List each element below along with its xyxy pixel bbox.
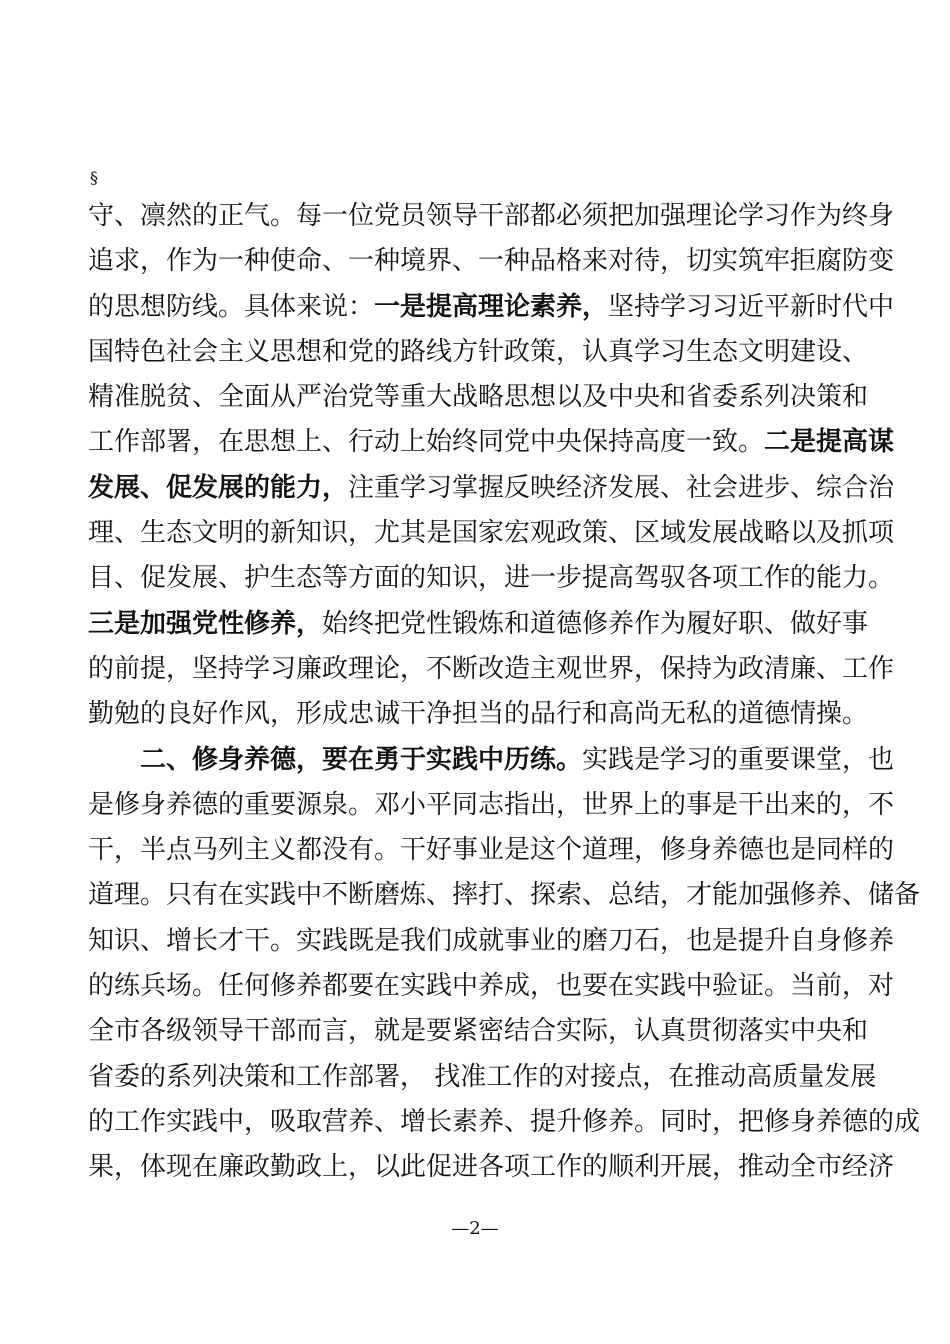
text-line [88, 1055, 877, 1100]
text-line [88, 511, 895, 556]
text-run: 实践是学习的重要课堂，也 [582, 744, 895, 775]
text-line [88, 285, 895, 330]
body-text [88, 194, 921, 1191]
text-line [88, 375, 869, 420]
text-run: 的思想防线。具体来说： [88, 291, 375, 322]
text-line [88, 828, 895, 873]
text-run: 注重学习掌握反映经济发展、社会进步、综合治 [348, 472, 895, 503]
section-mark: § [90, 168, 98, 187]
text-line [88, 330, 869, 375]
text-run: 的练兵场。任何修养都要在实践中养成，也要在实践中验证。当前，对 [88, 971, 895, 1002]
bold-text-run: 发展、促发展的能力， [88, 472, 349, 503]
text-line [88, 738, 895, 783]
text-run: 始终把党性锻炼和道德修养作为履好职、做好事 [322, 608, 869, 639]
text-line [88, 466, 895, 511]
text-line [88, 1145, 895, 1190]
text-run: 的工作实践中，吸取营养、增长素养、提升修养。同时，把修身养德的成 [88, 1106, 921, 1137]
text-run: 的前提，坚持学习廉政理论，不断改造主观世界，保持为政清廉、工作 [88, 653, 895, 684]
text-line [88, 420, 895, 465]
text-line [88, 692, 869, 737]
text-line [88, 239, 895, 284]
text-run: 精准脱贫、全面从严治党等重大战略思想以及中央和省委系列决策和 [88, 382, 869, 413]
text-run: 理、生态文明的新知识，尤其是国家宏观政策、区域发展战略以及抓项 [88, 518, 895, 549]
text-line [88, 556, 895, 601]
text-run: 勤勉的良好作风，形成忠诚干净担当的品行和高尚无私的道德情操。 [88, 699, 869, 730]
text-line [88, 647, 895, 692]
text-run: 知识、增长才干。实践既是我们成就事业的磨刀石，也是提升自身修养 [88, 925, 895, 956]
text-line [88, 194, 895, 239]
text-run: 工作部署，在思想上、行动上始终同党中央保持高度一致。 [88, 427, 765, 458]
text-line [88, 1009, 869, 1054]
text-run: 是修身养德的重要源泉。邓小平同志指出，世界上的事是干出来的，不 [88, 789, 895, 820]
bold-text-run: 三是加强党性修养， [88, 608, 323, 639]
text-line [88, 783, 895, 828]
text-run: 干，半点马列主义都没有。干好事业是这个道理，修身养德也是同样的 [88, 835, 895, 866]
text-line [88, 964, 895, 1009]
text-run: 果，体现在廉政勤政上，以此促进各项工作的顺利开展，推动全市经济 [88, 1152, 895, 1183]
page-number: —2— [451, 1218, 499, 1239]
bold-text-run: 一是提高理论素养， [374, 291, 609, 322]
text-run: 坚持学习习近平新时代中 [608, 291, 895, 322]
text-run: 省委的系列决策和工作部署， 找准工作的对接点，在推动高质量发展 [88, 1061, 877, 1092]
text-run: 国特色社会主义思想和党的路线方针政策，认真学习生态文明建设、 [88, 336, 869, 367]
text-line [88, 1100, 921, 1145]
text-run: 全市各级领导干部而言，就是要紧密结合实际，认真贯彻落实中央和 [88, 1016, 869, 1047]
text-run: 目、促发展、护生态等方面的知识，进一步提高驾驭各项工作的能力。 [88, 563, 895, 594]
bold-text-run: 二是提高谋 [764, 427, 895, 458]
text-run: 守、凛然的正气。每一位党员领导干部都必须把加强理论学习作为终身 [88, 201, 895, 231]
text-line [88, 919, 895, 964]
text-line [88, 602, 869, 647]
text-run: 道理。只有在实践中不断磨炼、摔打、探索、总结，才能加强修养、储备 [88, 880, 921, 911]
bold-text-run: 二、修身养德，要在勇于实践中历练。 [140, 744, 583, 775]
text-run: 追求，作为一种使命、一种境界、一种品格来对待，切实筑牢拒腐防变 [88, 246, 895, 277]
text-line [88, 873, 921, 918]
